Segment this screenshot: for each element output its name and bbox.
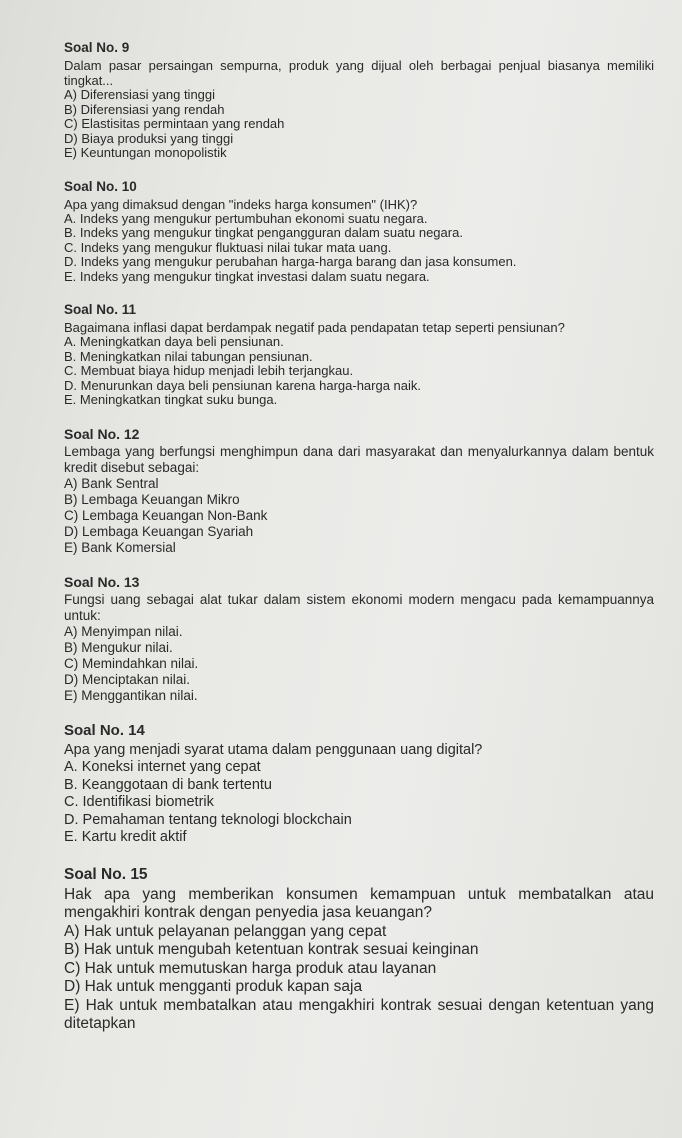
option-d: D) Menciptakan nilai. <box>64 671 191 687</box>
option-a: A) Hak untuk pelayanan pelanggan yang cepat <box>64 922 387 940</box>
option-c: C) Lembaga Keuangan Non-Bank <box>64 507 268 523</box>
question-title: Soal No. 13 <box>64 573 140 590</box>
question-text: Apa yang dimaksud dengan "indeks harga konsumen" (IHK)? <box>64 196 418 212</box>
option-a: A) Bank Sentral <box>64 475 159 491</box>
question-text: Dalam pasar persaingan sempurna, produk yang dijual oleh berbagai penjual biasanya memiliki tingkat... <box>64 58 654 88</box>
option-c: C. Indeks yang mengukur fluktuasi nilai tukar mata uang. <box>64 239 392 255</box>
option-e: E) Hak untuk membatalkan atau mengakhiri kontrak sesuai dengan ketentuan yang ditetapkan <box>64 996 654 1032</box>
option-d: D. Menurunkan daya beli pensiunan karena harga-harga naik. <box>64 377 422 393</box>
option-list <box>64 759 654 847</box>
option-list <box>64 335 654 408</box>
question-title: Soal No. 12 <box>64 425 140 442</box>
question-title: Soal No. 15 <box>64 865 148 883</box>
option-c: C. Identifikasi biometrik <box>64 794 214 810</box>
option-a: A. Meningkatkan daya beli pensiunan. <box>64 334 284 349</box>
option-d: D) Lembaga Keuangan Syariah <box>64 523 254 539</box>
option-b: B) Mengukur nilai. <box>64 639 173 655</box>
question-15 <box>64 865 654 1034</box>
question-13 <box>64 574 654 704</box>
option-list <box>64 212 654 285</box>
option-b: B. Keanggotaan di bank tertentu <box>64 776 272 793</box>
question-title: Soal No. 11 <box>64 302 137 317</box>
question-11 <box>64 302 654 408</box>
question-text: Lembaga yang berfungsi menghimpun dana dari masyarakat dan menyalurkannya dalam bentuk kredit disebut sebagai: <box>64 443 654 475</box>
option-d: D) Biaya produksi yang tinggi <box>64 130 234 146</box>
option-a: A. Indeks yang mengukur pertumbuhan ekonomi suatu negara. <box>64 210 428 226</box>
option-d: D. Indeks yang mengukur perubahan harga-harga barang dan jasa konsumen. <box>64 254 517 269</box>
question-14 <box>64 722 654 847</box>
option-e: E) Keuntungan monopolistik <box>64 145 227 160</box>
option-e: E. Indeks yang mengukur tingkat investasi dalam suatu negara. <box>64 268 430 284</box>
option-list <box>64 923 654 1034</box>
document-page <box>64 40 654 1052</box>
option-b: B) Diferensiasi yang rendah <box>64 101 225 117</box>
option-e: E) Menggantikan nilai. <box>64 687 198 703</box>
question-text: Hak apa yang memberikan konsumen kemampuan untuk membatalkan atau mengakhiri kontrak dengan penyedia jasa keuangan? <box>64 885 654 921</box>
option-list <box>64 88 654 161</box>
option-b: B. Indeks yang mengukur tingkat pengangguran dalam suatu negara. <box>64 225 463 240</box>
option-e: E) Bank Komersial <box>64 539 176 555</box>
option-c: C) Hak untuk memutuskan harga produk atau layanan <box>64 959 437 977</box>
question-12 <box>64 426 654 556</box>
option-c: C) Elastisitas permintaan yang rendah <box>64 116 285 131</box>
option-b: B. Meningkatkan nilai tabungan pensiunan. <box>64 348 313 364</box>
option-e: E. Kartu kredit aktif <box>64 829 187 845</box>
question-text: Bagaimana inflasi dapat berdampak negatif pada pendapatan tetap seperti pensiunan? <box>64 320 565 335</box>
question-9 <box>64 40 654 161</box>
option-a: A) Menyimpan nilai. <box>64 623 183 639</box>
question-title: Soal No. 9 <box>64 40 130 55</box>
option-b: B) Hak untuk mengubah ketentuan kontrak sesuai keinginan <box>64 941 479 958</box>
question-text: Apa yang menjadi syarat utama dalam penggunaan uang digital? <box>64 741 483 758</box>
question-title: Soal No. 10 <box>64 178 137 194</box>
option-d: D. Pemahaman tentang teknologi blockchain <box>64 811 352 828</box>
option-c: C) Memindahkan nilai. <box>64 655 199 671</box>
option-c: C. Membuat biaya hidup menjadi lebih terjangkau. <box>64 363 354 378</box>
option-e: E. Meningkatkan tingkat suku bunga. <box>64 392 278 407</box>
option-b: B) Lembaga Keuangan Mikro <box>64 491 240 507</box>
option-a: A. Koneksi internet yang cepat <box>64 759 261 775</box>
question-10 <box>64 179 654 285</box>
question-text: Fungsi uang sebagai alat tukar dalam sistem ekonomi modern mengacu pada kemampuannya untuk: <box>64 591 654 623</box>
question-title: Soal No. 14 <box>64 721 145 739</box>
option-d: D) Hak untuk mengganti produk kapan saja <box>64 978 363 995</box>
option-list <box>64 624 654 704</box>
option-a: A) Diferensiasi yang tinggi <box>64 87 216 102</box>
option-list <box>64 476 654 556</box>
